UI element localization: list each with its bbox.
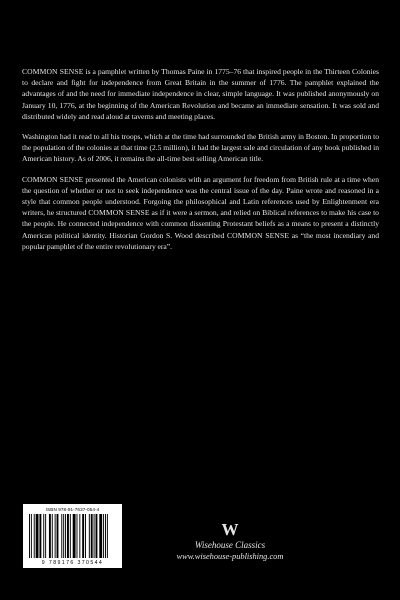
isbn-barcode <box>23 504 122 568</box>
barcode-bar <box>77 514 78 558</box>
blurb-paragraph-2 <box>22 131 379 165</box>
paragraph-text: Washington had it read to all his troops, which at the time had surrounded the British army in Boston. In proportion to the population of the colonies at that time (2.5 million), it had the largest sale and circulation of any book published in American history. As of 2006, it remains the all-time best selling American title. <box>22 132 379 164</box>
isbn-label: ISBN 978-91-7637-054-4 <box>45 507 100 512</box>
barcode-bar <box>63 514 64 558</box>
barcode-bar <box>29 514 30 558</box>
barcode-bar <box>107 514 108 558</box>
barcode-bar <box>89 514 90 558</box>
barcode-bar <box>79 514 80 558</box>
publisher-block <box>150 520 310 561</box>
barcode-bar <box>85 514 86 558</box>
publisher-logo-icon <box>220 520 240 538</box>
publisher-name: Wisehouse Classics <box>194 540 266 550</box>
barcode-bar <box>34 514 35 558</box>
publisher-url: www.wisehouse-publishing.com <box>176 552 284 561</box>
barcode-bar <box>43 514 44 558</box>
barcode-bar <box>45 514 46 558</box>
barcode-bar <box>70 514 71 558</box>
blurb-paragraph-1 <box>22 66 379 122</box>
barcode-bar <box>94 514 95 558</box>
barcode-bar <box>49 514 51 558</box>
blurb-paragraph-3 <box>22 174 379 252</box>
barcode-bar <box>31 514 32 558</box>
barcode-bar <box>67 514 69 558</box>
barcode-bar <box>36 514 39 558</box>
barcode-bar <box>99 514 102 558</box>
barcode-bar <box>55 514 56 558</box>
barcode-bar <box>61 514 62 558</box>
barcode-bar <box>57 514 59 558</box>
barcode-bar <box>103 514 104 558</box>
barcode-bar <box>65 514 66 558</box>
barcode-bar <box>91 514 93 558</box>
isbn-digits: 9 789176 370544 <box>41 560 104 566</box>
book-title-mention: COMMON SENSE <box>88 208 150 218</box>
book-title-mention: COMMON SENSE <box>227 230 290 240</box>
blurb-text <box>22 66 379 261</box>
paragraph-text: as if it were a sermon, and relied on Biblical references to make his case to the people. He connected independence with common dissenting Protestant beliefs as a means to present a distinctly American political identity. Historian Gordon S. Wood described <box>22 208 379 240</box>
barcode-bar <box>82 514 84 558</box>
paragraph-text: as “the most incendiary and popular pamphlet of the entire revolutionary era”. <box>22 230 379 251</box>
barcode-bar <box>39 514 41 558</box>
barcode-bar <box>52 514 53 558</box>
paragraph-text: presented the American colonists with an argument for freedom from British rule at a time when the question of whether or not to seek independence was the central issue of the day. Paine wrote and reasoned in a style that common people understood. Forgoing the philosophical and Latin references used by Enlightenment era writers, he structured <box>22 174 379 218</box>
barcode-bar <box>105 514 106 558</box>
book-title-mention: COMMON SENSE <box>22 67 84 76</box>
barcode-bar <box>96 514 98 558</box>
paragraph-text: is a pamphlet written by Thomas Paine in 1775–76 that inspired people in the Thirteen Colonies to declare and fight for independence from Great Britain in the summer of 1776. The pamphlet explained the advantages of and the need for immediate independence in clear, simple language. It was published anonymously on January 10, 1776, at the beginning of the American Revolution and became an immediate sensation. It was sold and distributed widely and read aloud at taverns and meeting places. <box>22 67 379 121</box>
logo-letter: W <box>221 520 239 538</box>
book-title-mention: COMMON SENSE <box>22 174 84 184</box>
barcode-bars <box>29 514 117 558</box>
barcode-bar <box>73 514 76 558</box>
